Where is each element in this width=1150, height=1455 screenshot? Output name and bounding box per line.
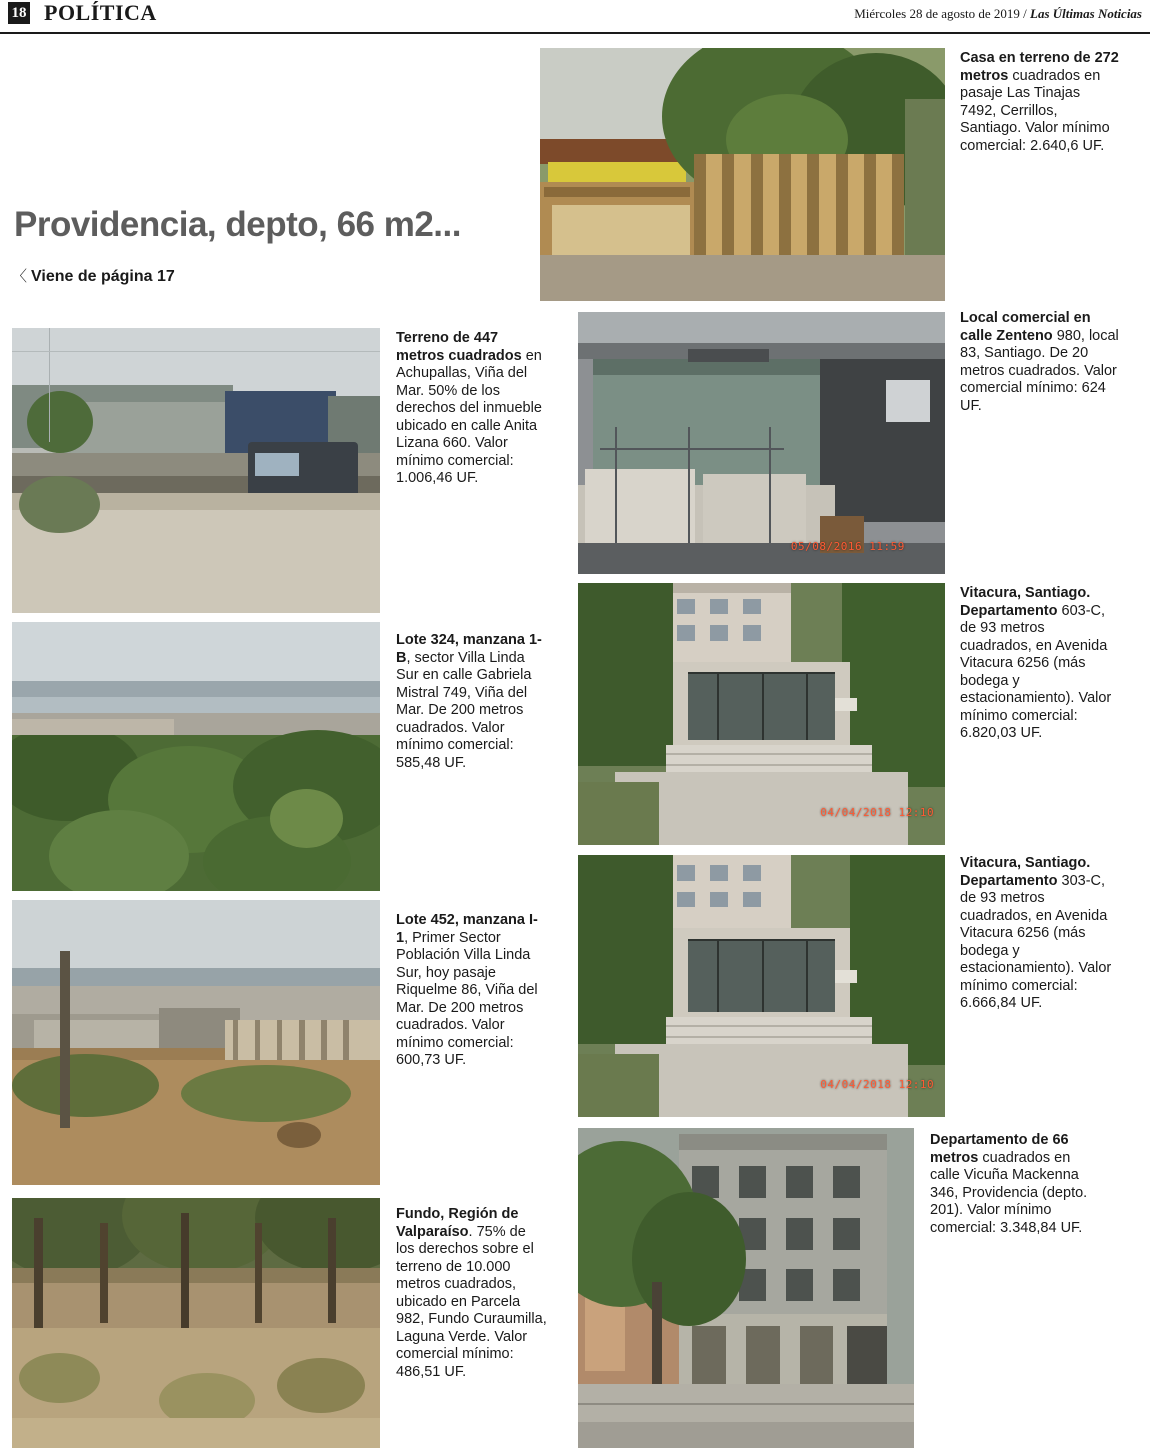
caption-lote-452: [396, 912, 546, 1070]
caption-lote-324: [396, 632, 546, 772]
caption-casa-cerrillos: [960, 50, 1120, 155]
photo-timestamp: 04/04/2018 12:10: [820, 805, 935, 819]
photo-vitacura-303c: [578, 855, 945, 1117]
photo-depto-vicuna-mackenna: [578, 1128, 914, 1448]
photo-local-zenteno: [578, 312, 945, 574]
caption-text: cuadrados en pasaje Las Tinajas 7492, Cerrillos, Santiago. Valor mínimo comercial: 2.640,6 UF.: [960, 67, 1110, 154]
continued-from: [12, 265, 175, 286]
photo-vitacura-603c: [578, 583, 945, 845]
caption-bold: Terreno de 447 metros cuadrados: [396, 330, 522, 364]
caption-text: 603-C, de 93 metros cuadrados, en Avenida Vitacura 6256 (más bodega y estacionamiento). Valor mínimo comercial: 6.820,03 UF.: [960, 602, 1112, 741]
page-number: 18: [8, 2, 30, 24]
caption-text: , sector Villa Linda Sur en calle Gabriela Mistral 749, Viña del Mar. De 200 metros cuadrados. Valor mínimo comercial: 585,48 UF.: [396, 649, 532, 771]
caption-text: , Primer Sector Población Villa Linda Sur, hoy pasaje Riquelme 86, Viña del Mar. De 200 metros cuadrados. Valor mínimo comercial: 600,73 UF.: [396, 929, 538, 1068]
caption-bold: Lote 324, manzana 1-B: [396, 632, 542, 666]
chevron-left-icon: 〈: [12, 268, 28, 285]
continued-from-label: Viene de página 17: [31, 268, 175, 285]
dateline-date: Miércoles 28 de agosto de 2019 /: [854, 6, 1031, 21]
photo-fundo-valparaiso: [12, 1198, 380, 1448]
caption-vitacura-603c: [960, 585, 1120, 743]
photo-terreno-achupallas: [12, 328, 380, 613]
caption-bold: Lote 452, manzana I-1: [396, 912, 538, 946]
caption-depto-vicuna-mackenna: [930, 1132, 1098, 1237]
caption-terreno-achupallas: [396, 330, 546, 488]
photo-casa-cerrillos: [540, 48, 945, 301]
dateline: [854, 6, 1142, 22]
photo-lote-452: [12, 900, 380, 1185]
caption-bold: Vitacura, Santiago. Departamento: [960, 585, 1091, 619]
caption-fundo-valparaiso: [396, 1206, 548, 1381]
photo-lote-324: [12, 622, 380, 891]
caption-bold: Fundo, Región de Valparaíso: [396, 1206, 519, 1240]
caption-text: cuadrados en calle Vicuña Mackenna 346, Providencia (depto. 201). Valor mínimo comercial: 3.348,84 UF.: [930, 1149, 1088, 1236]
caption-text: 303-C, de 93 metros cuadrados, en Avenida Vitacura 6256 (más bodega y estacionamiento). Valor mínimo comercial: 6.666,84 UF.: [960, 872, 1112, 1011]
caption-local-zenteno: [960, 310, 1120, 415]
caption-bold: Vitacura, Santiago. Departamento: [960, 855, 1091, 889]
page-title: Providencia, depto, 66 m2...: [14, 205, 461, 244]
caption-bold: Local comercial en calle Zenteno: [960, 310, 1091, 344]
photo-timestamp: 05/08/2016 11:59: [790, 539, 905, 553]
caption-text: . 75% de los derechos sobre el terreno de 10.000 metros cuadrados, ubicado en Parcela 982, Fundo Curaumilla, Laguna Verde. Valor comercial mínimo: 486,51 UF.: [396, 1223, 547, 1380]
caption-vitacura-303c: [960, 855, 1120, 1013]
section-title: POLÍTICA: [44, 0, 157, 25]
caption-bold: Casa en terreno de 272 metros: [960, 50, 1119, 84]
caption-text: 980, local 83, Santiago. De 20 metros cuadrados. Valor comercial mínimo: 624 UF.: [960, 327, 1119, 414]
photo-timestamp: 04/04/2018 12:10: [820, 1077, 935, 1091]
caption-text: en Achupallas, Viña del Mar. 50% de los derechos del inmueble ubicado en calle Anita Lizana 660. Valor mínimo comercial: 1.006,46 UF.: [396, 347, 542, 486]
caption-bold: Departamento de 66 metros: [930, 1132, 1069, 1166]
masthead: [0, 0, 1150, 34]
dateline-paper: Las Últimas Noticias: [1030, 6, 1142, 21]
